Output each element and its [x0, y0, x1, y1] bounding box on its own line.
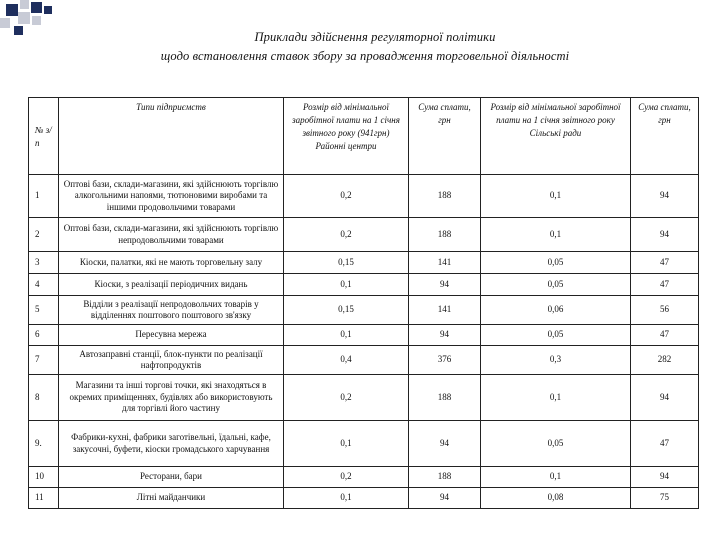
cell-num: 5 — [29, 296, 59, 325]
cell-num: 6 — [29, 325, 59, 346]
cell-sum-district: 188 — [409, 375, 481, 421]
header-sum-village: Сума сплати, грн — [631, 98, 699, 175]
cell-size-district: 0,4 — [284, 346, 409, 375]
deco-square-light — [18, 12, 30, 24]
header-size-village: Розмір від мінімальної заробітної плати на 1 січня звітного року Сільські ради — [481, 98, 631, 175]
cell-size-village: 0,1 — [481, 467, 631, 488]
cell-size-village: 0,1 — [481, 175, 631, 218]
cell-type: Літні майданчики — [59, 488, 284, 509]
cell-size-village: 0,08 — [481, 488, 631, 509]
cell-type: Кіоски, з реалізації періодичних видань — [59, 274, 284, 296]
table-row — [29, 346, 699, 375]
cell-size-district: 0,2 — [284, 218, 409, 252]
table-row — [29, 421, 699, 467]
cell-type: Автозаправні станції, блок-пункти по реалізації нафтопродуктів — [59, 346, 284, 375]
cell-num: 8 — [29, 375, 59, 421]
cell-sum-district: 141 — [409, 296, 481, 325]
deco-square-dark — [6, 4, 18, 16]
cell-size-district: 0,1 — [284, 274, 409, 296]
cell-num: 10 — [29, 467, 59, 488]
deco-square-light — [32, 16, 41, 25]
cell-size-district: 0,1 — [284, 488, 409, 509]
cell-size-district: 0,2 — [284, 467, 409, 488]
cell-sum-village: 47 — [631, 252, 699, 274]
cell-num: 2 — [29, 218, 59, 252]
cell-sum-village: 47 — [631, 421, 699, 467]
header-size-district: Розмір від мінімальної заробітної плати на 1 січня звітного року (941грн) Районні центри — [284, 98, 409, 175]
cell-sum-district: 94 — [409, 274, 481, 296]
cell-num: 3 — [29, 252, 59, 274]
cell-sum-village: 94 — [631, 375, 699, 421]
header-type: Типи підприємств — [59, 98, 284, 175]
cell-size-village: 0,05 — [481, 421, 631, 467]
cell-sum-district: 94 — [409, 421, 481, 467]
cell-size-village: 0,06 — [481, 296, 631, 325]
cell-sum-district: 141 — [409, 252, 481, 274]
cell-size-village: 0,1 — [481, 375, 631, 421]
cell-size-village: 0,05 — [481, 252, 631, 274]
cell-size-district: 0,2 — [284, 375, 409, 421]
table-row — [29, 488, 699, 509]
table-row — [29, 375, 699, 421]
table-row — [29, 218, 699, 252]
cell-num: 4 — [29, 274, 59, 296]
rates-table — [28, 97, 699, 509]
cell-size-district: 0,1 — [284, 421, 409, 467]
cell-sum-village: 94 — [631, 175, 699, 218]
cell-type: Оптові бази, склади-магазини, які здійснюють торгівлю непродовольчими товарами — [59, 218, 284, 252]
cell-sum-district: 188 — [409, 467, 481, 488]
cell-sum-village: 47 — [631, 274, 699, 296]
cell-sum-village: 75 — [631, 488, 699, 509]
cell-size-village: 0,1 — [481, 218, 631, 252]
cell-sum-district: 94 — [409, 488, 481, 509]
cell-type: Кіоски, палатки, які не мають торговельну залу — [59, 252, 284, 274]
cell-sum-district: 376 — [409, 346, 481, 375]
cell-type: Фабрики-кухні, фабрики заготівельні, їдальні, кафе, закусочні, буфети, кіоски громадського харчування — [59, 421, 284, 467]
cell-num: 9. — [29, 421, 59, 467]
deco-square-dark — [44, 6, 52, 14]
cell-type: Оптові бази, склади-магазини, які здійснюють торгівлю алкогольними напоями, тютюновими виробами та іншими продовольчими товарами — [59, 175, 284, 218]
table-header-row — [29, 98, 699, 175]
cell-size-district: 0,15 — [284, 252, 409, 274]
cell-size-district: 0,2 — [284, 175, 409, 218]
cell-type: Відділи з реалізації непродовольчих товарів у відділеннях поштового поштового зв'язку — [59, 296, 284, 325]
cell-sum-village: 47 — [631, 325, 699, 346]
header-num: № з/п — [29, 98, 59, 175]
cell-num: 11 — [29, 488, 59, 509]
table-row — [29, 252, 699, 274]
table-row — [29, 467, 699, 488]
cell-num: 1 — [29, 175, 59, 218]
deco-square-light — [0, 18, 10, 28]
table-row — [29, 325, 699, 346]
header-sum-district: Сума сплати, грн — [409, 98, 481, 175]
cell-sum-village: 94 — [631, 467, 699, 488]
cell-sum-village: 56 — [631, 296, 699, 325]
deco-square-dark — [31, 2, 42, 13]
cell-sum-village: 94 — [631, 218, 699, 252]
cell-size-village: 0,05 — [481, 325, 631, 346]
table-row — [29, 175, 699, 218]
cell-sum-district: 188 — [409, 218, 481, 252]
page-subtitle: щодо встановлення ставок збору за провадження торговельної діяльності — [160, 49, 570, 63]
deco-square-light — [20, 0, 29, 9]
page-title: Приклади здійснення регуляторної політики — [254, 30, 496, 44]
cell-sum-district: 94 — [409, 325, 481, 346]
cell-sum-village: 282 — [631, 346, 699, 375]
cell-size-village: 0,05 — [481, 274, 631, 296]
table-row — [29, 296, 699, 325]
cell-size-district: 0,15 — [284, 296, 409, 325]
cell-size-district: 0,1 — [284, 325, 409, 346]
cell-type: Пересувна мережа — [59, 325, 284, 346]
table-row — [29, 274, 699, 296]
cell-type: Ресторани, бари — [59, 467, 284, 488]
cell-type: Магазини та інші торгові точки, які знаходяться в окремих приміщеннях, будівлях або використовують для торгівлі його частину — [59, 375, 284, 421]
cell-num: 7 — [29, 346, 59, 375]
cell-size-village: 0,3 — [481, 346, 631, 375]
cell-sum-district: 188 — [409, 175, 481, 218]
